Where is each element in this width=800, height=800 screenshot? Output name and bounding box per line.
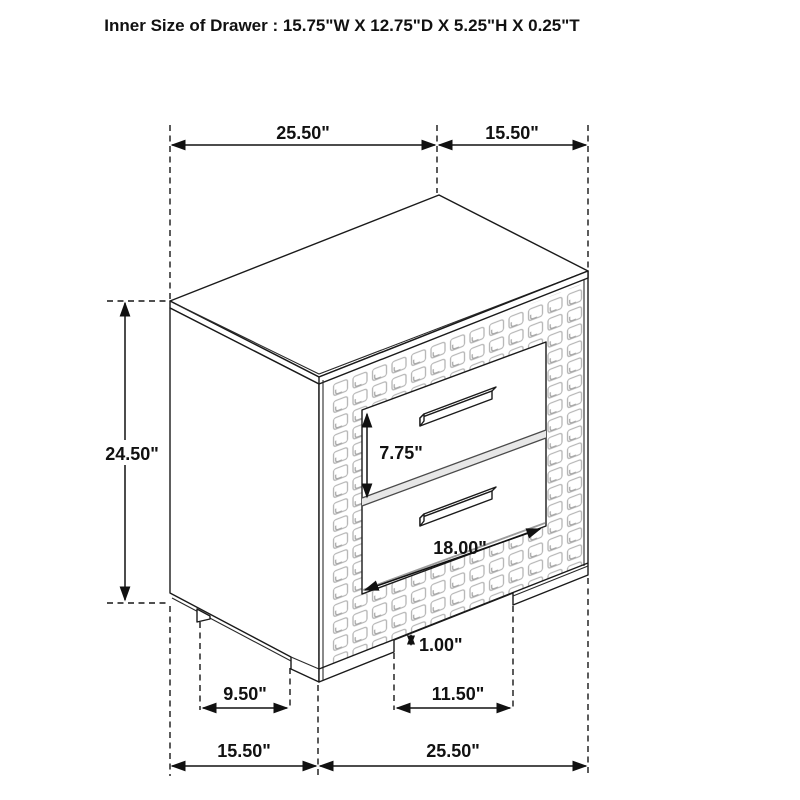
dim-label-leg-height: 1.00" (419, 635, 463, 655)
dim-label-overall-height: 24.50" (105, 444, 159, 464)
dim-label-drawer-width: 18.00" (433, 538, 487, 558)
dim-label-footprint-width: 25.50" (426, 741, 480, 761)
diagram-title: Inner Size of Drawer : 15.75"W X 12.75"D X 5.25"H X 0.25"T (104, 16, 580, 35)
dim-label-top-depth: 15.50" (485, 123, 539, 143)
dim-label-side-leg-spacing: 9.50" (223, 684, 267, 704)
nightstand-drawing (170, 195, 592, 682)
dim-label-front-leg-spacing: 11.50" (431, 684, 485, 704)
dim-label-footprint-depth: 15.50" (217, 741, 271, 761)
dim-label-drawer-height: 7.75" (379, 443, 423, 463)
dim-label-top-width: 25.50" (276, 123, 330, 143)
